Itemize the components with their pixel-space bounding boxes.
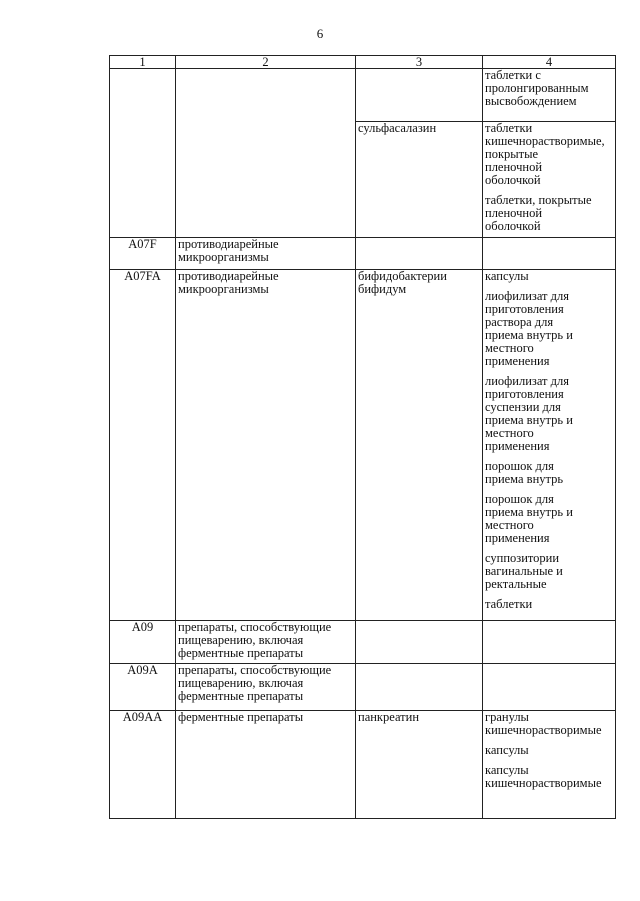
atc-code: A09A bbox=[127, 663, 158, 677]
atc-code: A07F bbox=[128, 237, 157, 251]
table-row bbox=[110, 711, 616, 819]
dosage-form-cell bbox=[483, 711, 616, 819]
dosage-form-cell bbox=[483, 270, 616, 621]
atc-code-cell bbox=[110, 238, 176, 270]
group-name-cell: противодиарейные микроорганизмы bbox=[176, 238, 356, 270]
dosage-form: капсулы bbox=[485, 743, 529, 757]
table-row bbox=[110, 664, 616, 711]
dosage-form: гранулы кишечнорастворимые bbox=[485, 710, 602, 737]
atc-code: A09 bbox=[131, 620, 154, 634]
atc-code-cell bbox=[110, 270, 176, 621]
dosage-form-cell bbox=[483, 122, 616, 238]
table-row bbox=[110, 238, 616, 270]
dosage-form-cell bbox=[483, 621, 616, 664]
group-name-cell bbox=[176, 69, 356, 238]
substance-cell bbox=[356, 621, 483, 664]
dosage-form-cell bbox=[483, 664, 616, 711]
group-name-cell: препараты, способствующие пищеварению, включая ферментные препараты bbox=[176, 621, 356, 664]
dosage-form: таблетки bbox=[485, 597, 533, 611]
column-header-1: 1 bbox=[110, 56, 176, 69]
group-name-cell: ферментные препараты bbox=[176, 711, 356, 819]
page-number: 6 bbox=[316, 26, 324, 41]
dosage-form: капсулы bbox=[485, 269, 529, 283]
atc-code: A09AA bbox=[122, 710, 163, 724]
atc-code-cell bbox=[110, 664, 176, 711]
header-row bbox=[110, 56, 616, 69]
dosage-form: лиофилизат для приготовления суспензии для приема внутрь и местного применения bbox=[485, 374, 573, 453]
substance-cell: сульфасалазин bbox=[356, 122, 483, 238]
table-row bbox=[110, 69, 616, 122]
group-name-cell: препараты, способствующие пищеварению, включая ферментные препараты bbox=[176, 664, 356, 711]
column-header-4: 4 bbox=[483, 56, 616, 69]
substance-cell: бифидобактерии бифидум bbox=[356, 270, 483, 621]
dosage-form: таблетки с пролонгированным высвобождением bbox=[485, 68, 589, 108]
atc-code: A07FA bbox=[124, 269, 161, 283]
substance-cell bbox=[356, 238, 483, 270]
dosage-form: капсулы кишечнорастворимые bbox=[485, 763, 602, 790]
medication-table bbox=[109, 55, 616, 819]
table-row bbox=[110, 621, 616, 664]
dosage-form-cell bbox=[483, 69, 616, 122]
substance-cell bbox=[356, 664, 483, 711]
substance-cell: панкреатин bbox=[356, 711, 483, 819]
dosage-form: таблетки кишечнорастворимые, покрытые пленочной оболочкой bbox=[485, 121, 605, 187]
dosage-form: порошок для приема внутрь и местного применения bbox=[485, 492, 573, 545]
group-name-cell: противодиарейные микроорганизмы bbox=[176, 270, 356, 621]
column-header-2: 2 bbox=[176, 56, 356, 69]
dosage-form: лиофилизат для приготовления раствора для приема внутрь и местного применения bbox=[485, 289, 573, 368]
atc-code-cell bbox=[110, 621, 176, 664]
table-row bbox=[110, 270, 616, 621]
substance-cell bbox=[356, 69, 483, 122]
dosage-form: таблетки, покрытые пленочной оболочкой bbox=[485, 193, 592, 233]
dosage-form-cell bbox=[483, 238, 616, 270]
dosage-form: порошок для приема внутрь bbox=[485, 459, 564, 486]
column-header-3: 3 bbox=[356, 56, 483, 69]
dosage-form: суппозитории вагинальные и ректальные bbox=[485, 551, 563, 591]
atc-code-cell bbox=[110, 69, 176, 238]
atc-code-cell bbox=[110, 711, 176, 819]
